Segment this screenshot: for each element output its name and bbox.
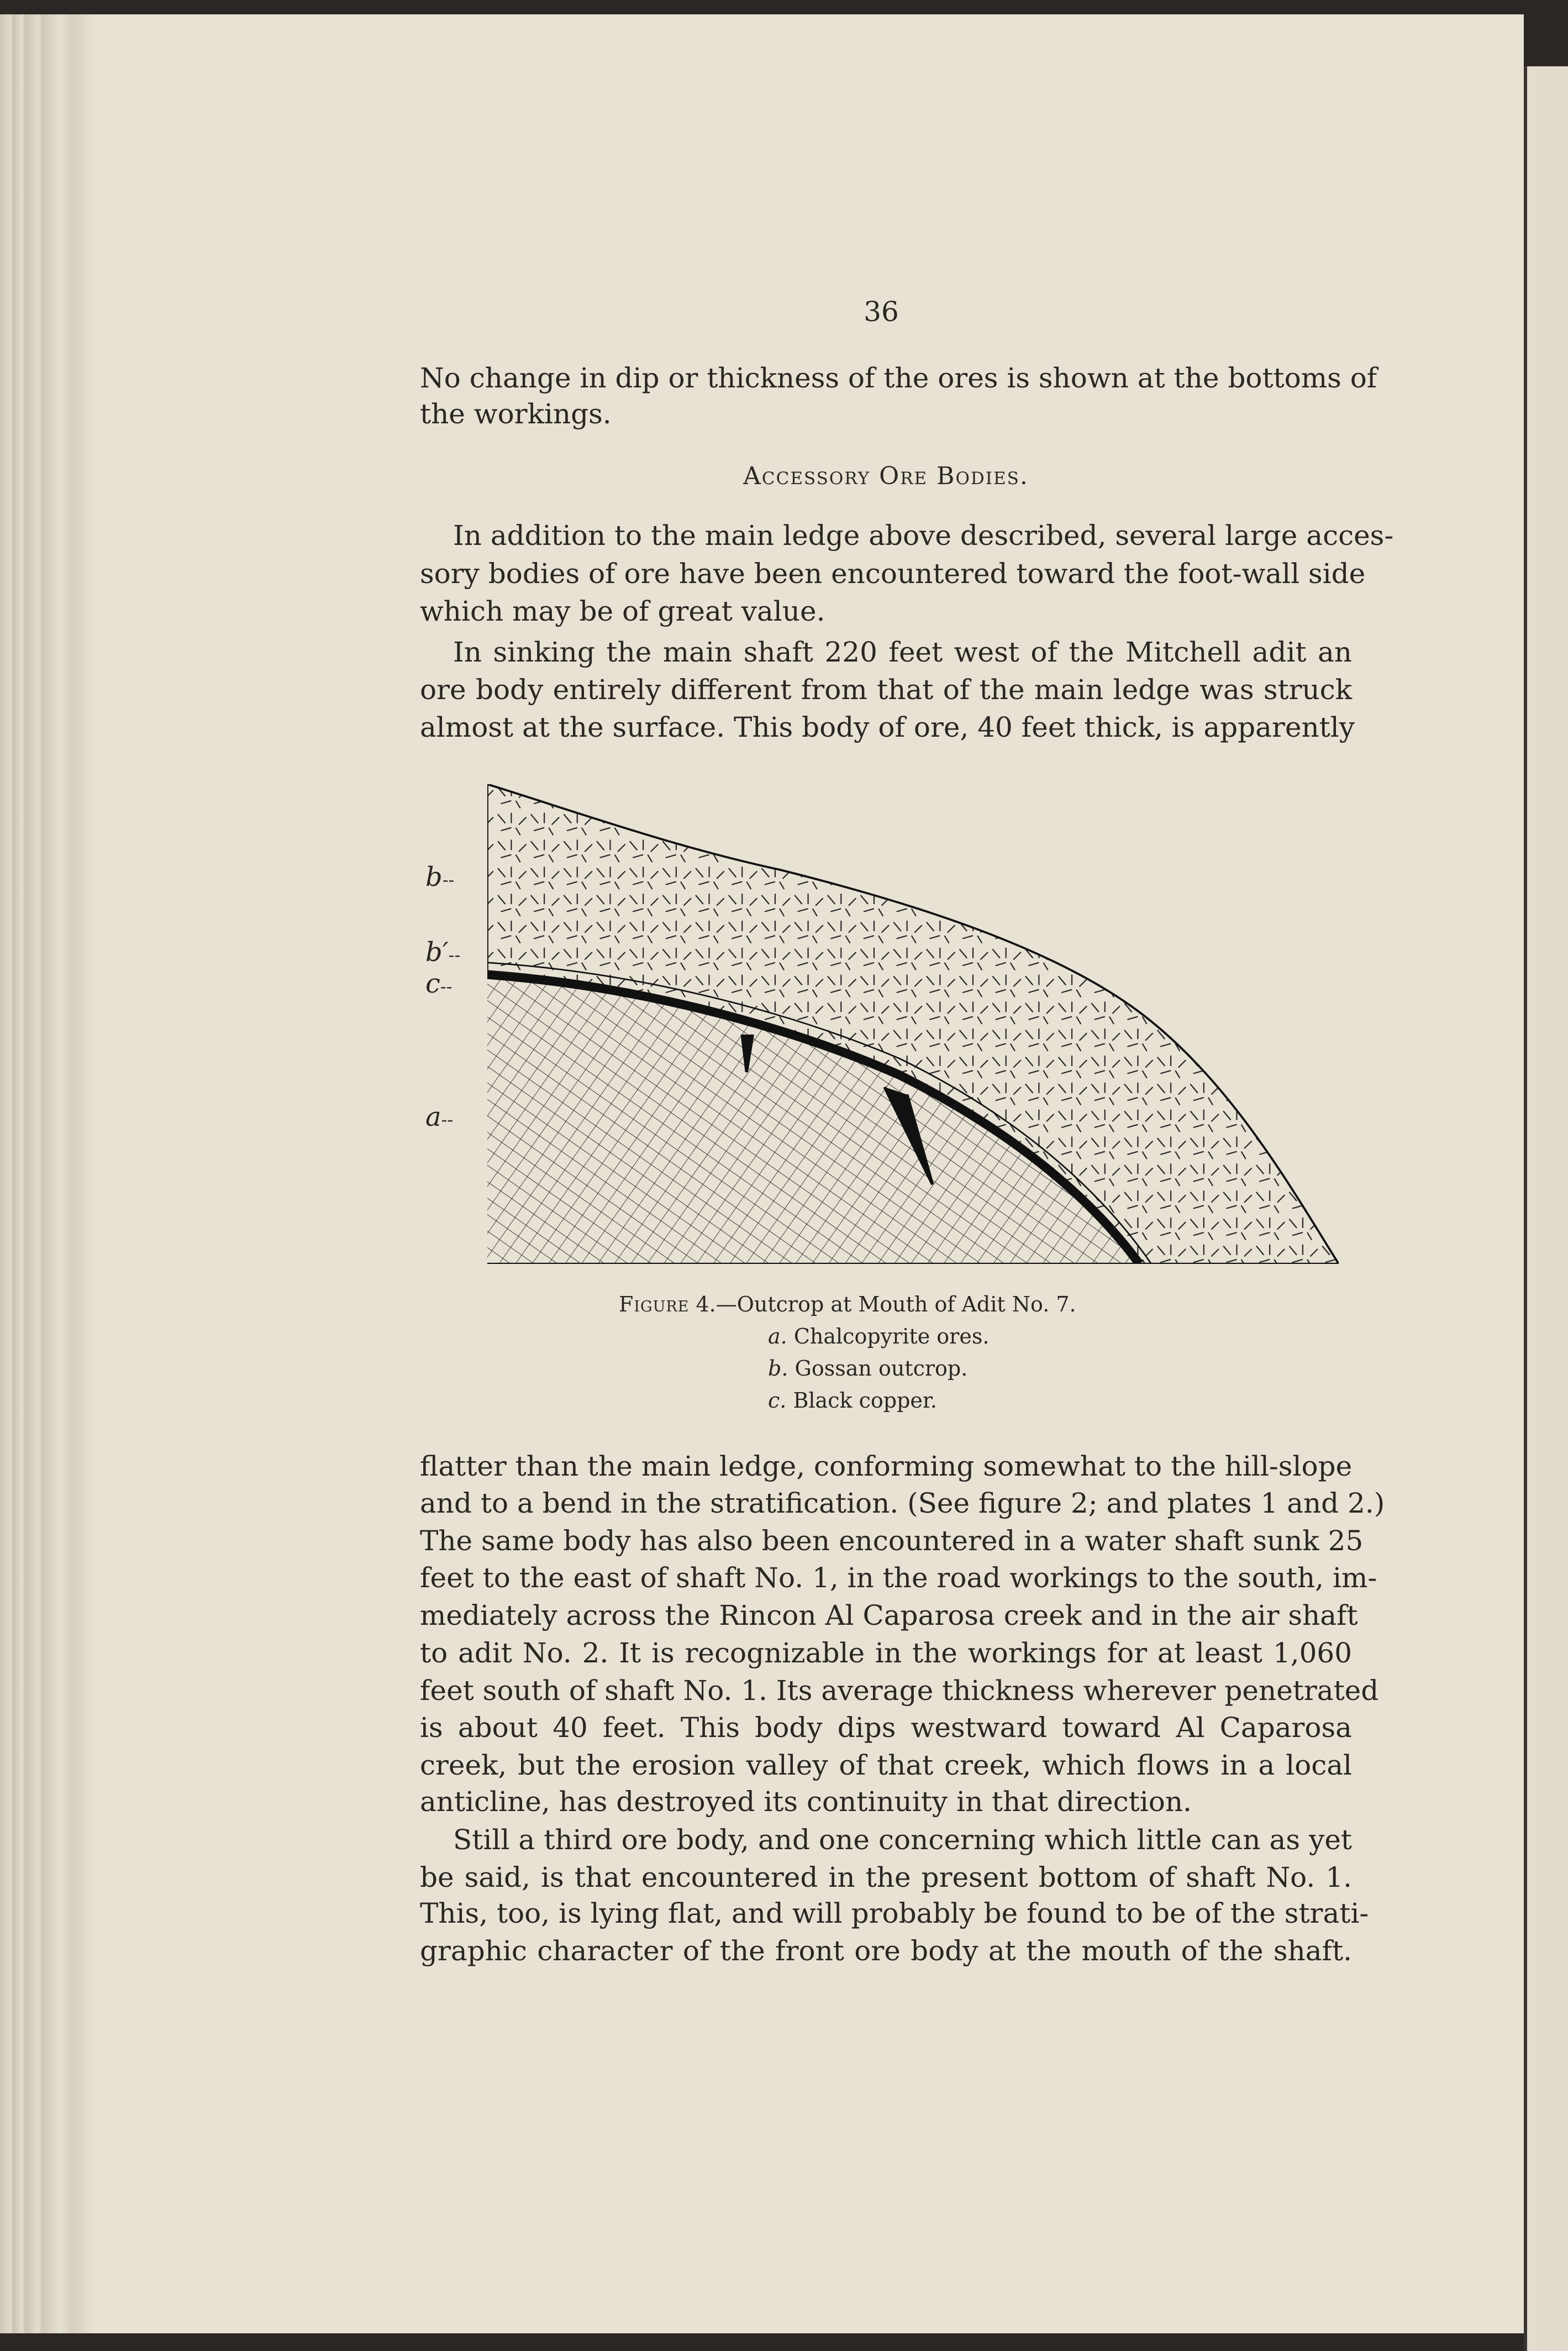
legend-item: c. Black copper. [768, 1388, 937, 1413]
outcrop-figure [487, 784, 1339, 1264]
text-line: which may be of great value. [420, 595, 825, 627]
figure-caption: Figure 4.—Outcrop at Mouth of Adit No. 7. [619, 1292, 1076, 1316]
text-line: anticline, has destroyed its continuity in that direction. [420, 1786, 1192, 1818]
text-line: graphic character of the front ore body at the mouth of the shaft. [420, 1935, 1352, 1967]
text-line: This, too, is lying flat, and will probably be found to be of the strati- [420, 1897, 1369, 1929]
text-line: ore body entirely different from that of the main ledge was struck [420, 674, 1352, 706]
text-line: In sinking the main shaft 220 feet west of the Mitchell adit an [453, 636, 1352, 668]
legend-item: b. Gossan outcrop. [768, 1356, 968, 1381]
figure-label-b: b-- [425, 862, 455, 893]
facing-page-edge [1524, 66, 1568, 2351]
text-line: be said, is that encountered in the present bottom of shaft No. 1. [420, 1861, 1352, 1893]
text-line: feet south of shaft No. 1. Its average thickness wherever penetrated [420, 1675, 1379, 1707]
figure-label-c: c-- [425, 968, 452, 999]
text-line: Still a third ore body, and one concerning which little can as yet [453, 1824, 1352, 1856]
text-line: almost at the surface. This body of ore, 40 feet thick, is apparently [420, 711, 1355, 743]
text-line: is about 40 feet. This body dips westward toward Al Caparosa [420, 1712, 1352, 1744]
text-line: In addition to the main ledge above described, several large acces- [453, 519, 1394, 552]
figure-label-b-prime: b′-- [425, 937, 461, 968]
section-heading: Accessory Ore Bodies. [743, 462, 1029, 490]
text-line: mediately across the Rincon Al Caparosa creek and in the air shaft [420, 1599, 1358, 1631]
text-line: The same body has also been encountered in a water shaft sunk 25 [420, 1525, 1364, 1557]
text-line: sory bodies of ore have been encountered toward the foot-wall side [420, 558, 1366, 590]
page-number: 36 [864, 296, 899, 328]
text-line: creek, but the erosion valley of that creek, which flows in a local [420, 1749, 1352, 1781]
text-line: feet to the east of shaft No. 1, in the road workings to the south, im- [420, 1562, 1377, 1594]
figure-label-a: a-- [425, 1101, 454, 1132]
text-line: flatter than the main ledge, conforming somewhat to the hill-slope [420, 1450, 1353, 1482]
stacked-page-edges [0, 14, 94, 2333]
text-line: and to a bend in the stratification. (See figure 2; and plates 1 and 2.) [420, 1487, 1385, 1519]
legend-item: a. Chalcopyrite ores. [768, 1324, 990, 1348]
text-line: to adit No. 2. It is recognizable in the workings for at least 1,060 [420, 1637, 1352, 1669]
text-line: the workings. [420, 398, 612, 430]
text-line: No change in dip or thickness of the ores is shown at the bottoms of [420, 362, 1377, 394]
